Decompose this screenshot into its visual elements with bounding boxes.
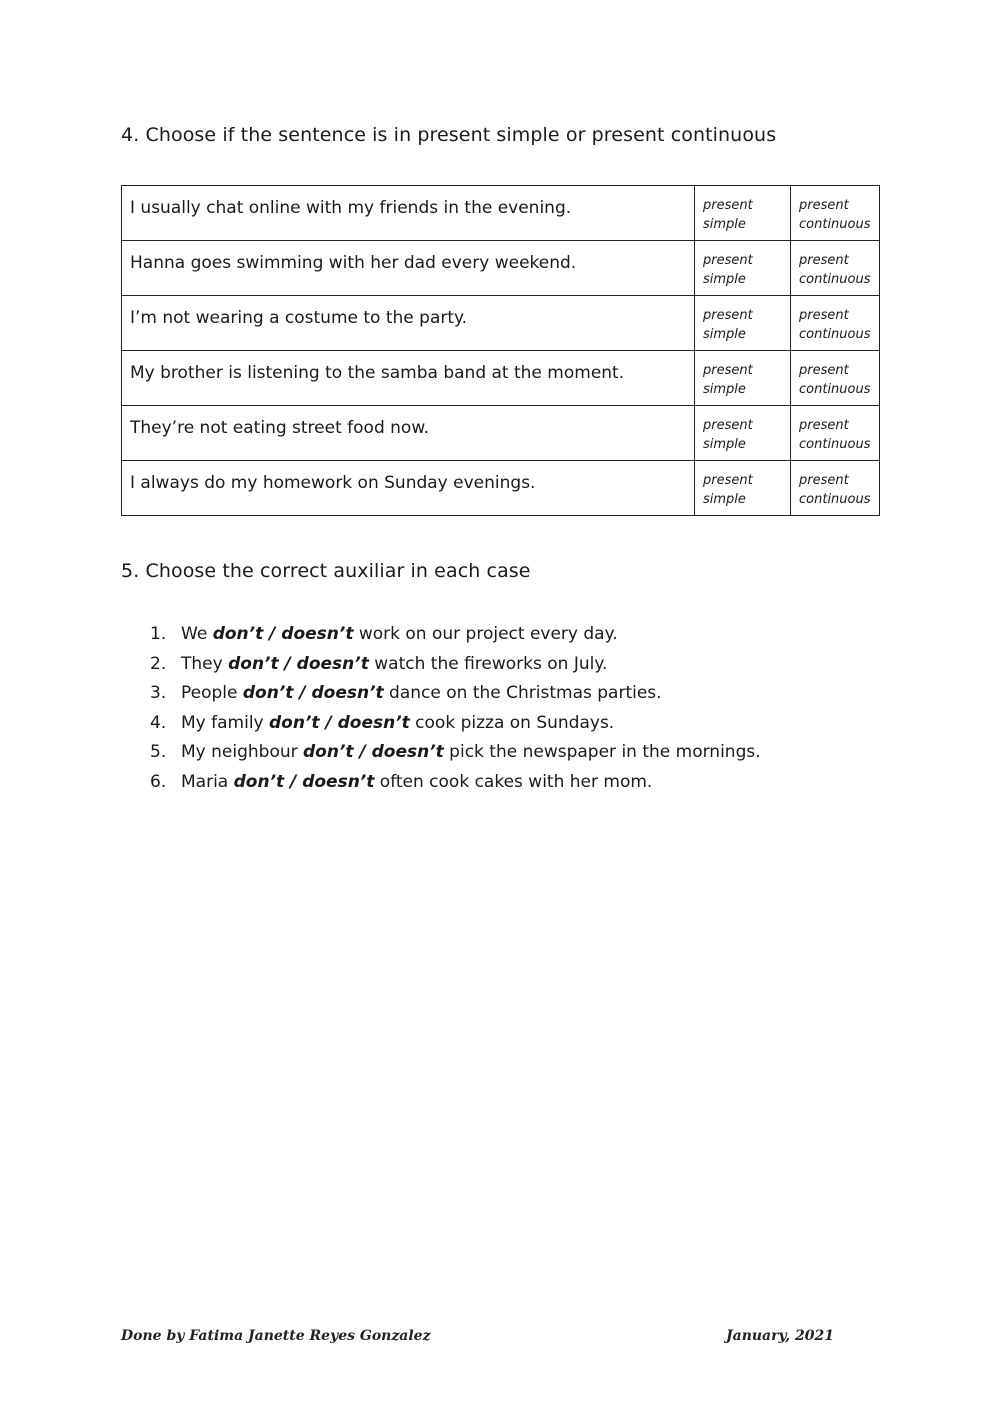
option-word: present [799,363,849,378]
auxiliary-choice[interactable]: don’t / doesn’t [233,771,375,792]
option-word: present [703,253,753,268]
option-word: present [799,473,849,488]
item-text-before: People [181,683,243,704]
table-row [122,186,880,241]
option-word: simple [703,382,746,397]
table-row [122,406,880,461]
table-row [122,461,880,516]
option-word: continuous [799,492,871,507]
item-number: 2. [150,653,167,674]
option-word: present [703,363,753,378]
exercise-4-title: 4. Choose if the sentence is in present simple or present continuous [121,124,777,146]
option-present-simple[interactable] [695,351,791,406]
option-word: present [703,308,753,323]
option-word: simple [703,492,746,507]
item-text-before: We [181,624,213,644]
item-text-before: They [181,653,229,674]
option-present-continuous[interactable] [791,186,880,241]
item-text-after: pick the newspaper in the mornings. [443,742,761,763]
list-item [150,679,761,709]
option-word: present [703,198,753,213]
item-text-after: watch the fireworks on July. [368,653,608,674]
item-text-after: work on our project every day. [353,624,618,644]
list-item [150,650,761,680]
option-present-simple[interactable] [695,241,791,296]
item-number: 3. [150,683,167,704]
option-present-continuous[interactable] [791,406,880,461]
option-word: present [799,198,849,213]
option-word: simple [703,272,746,287]
item-text-after: often cook cakes with her mom. [374,771,653,792]
option-word: continuous [799,327,871,342]
table-row [122,351,880,406]
item-text-after: cook pizza on Sundays. [409,712,615,733]
item-text-after: dance on the Christmas parties. [383,683,662,704]
option-word: continuous [799,382,871,397]
list-item [150,620,761,650]
exercise-5-title: 5. Choose the correct auxiliar in each case [121,560,531,582]
option-word: present [703,418,753,433]
item-number: 4. [150,712,167,733]
option-present-continuous[interactable] [791,461,880,516]
option-word: simple [703,437,746,452]
auxiliary-choice[interactable]: don’t / doesn’t [269,712,410,733]
option-word: simple [703,217,746,232]
auxiliary-choice[interactable]: don’t / doesn’t [228,653,369,674]
sentence-cell: They’re not eating street food now. [122,406,695,461]
option-present-continuous[interactable] [791,351,880,406]
exercise-4-table [121,185,880,516]
option-word: continuous [799,217,871,232]
list-item [150,709,761,739]
sentence-cell: I usually chat online with my friends in the evening. [122,186,695,241]
table-row [122,296,880,351]
sentence-cell: I always do my homework on Sunday evenings. [122,461,695,516]
item-text-before: Maria [181,771,234,792]
sentence-cell: Hanna goes swimming with her dad every weekend. [122,241,695,296]
footer-author: Done by Fatima Janette Reyes Gonzalez [121,1328,431,1344]
list-item [150,738,761,768]
option-present-continuous[interactable] [791,296,880,351]
option-word: continuous [799,437,871,452]
auxiliary-choice[interactable]: don’t / doesn’t [303,742,444,763]
option-word: present [703,473,753,488]
item-text-before: My neighbour [181,742,304,763]
option-word: present [799,418,849,433]
list-item [150,768,761,798]
option-present-simple[interactable] [695,186,791,241]
option-present-continuous[interactable] [791,241,880,296]
item-number: 6. [150,771,167,792]
item-text-before: My family [181,712,270,733]
option-present-simple[interactable] [695,406,791,461]
option-word: present [799,253,849,268]
option-present-simple[interactable] [695,461,791,516]
auxiliary-list [150,620,761,798]
table-row [122,241,880,296]
sentence-cell: I’m not wearing a costume to the party. [122,296,695,351]
auxiliary-choice[interactable]: don’t / doesn’t [212,624,354,644]
option-word: present [799,308,849,323]
item-number: 1. [150,624,167,644]
option-word: simple [703,327,746,342]
option-present-simple[interactable] [695,296,791,351]
item-number: 5. [150,742,167,763]
option-word: continuous [799,272,871,287]
sentence-cell: My brother is listening to the samba band at the moment. [122,351,695,406]
auxiliary-choice[interactable]: don’t / doesn’t [242,683,384,704]
footer-date: January, 2021 [726,1328,835,1344]
